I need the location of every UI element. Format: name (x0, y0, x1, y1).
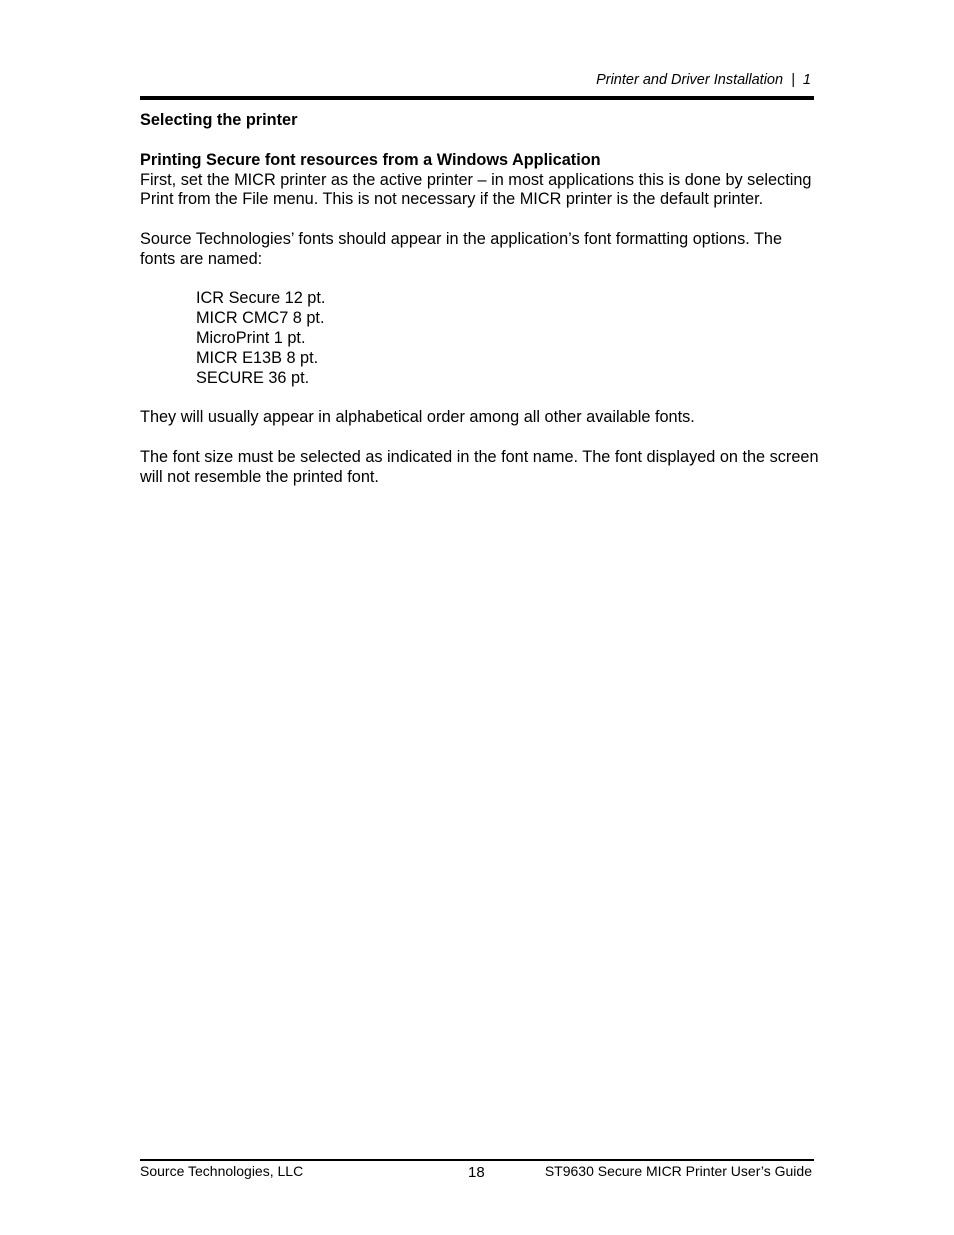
paragraph-fonts-appear: Source Technologies’ fonts should appear in the application’s font formatting options. The fonts are named: (140, 229, 783, 268)
footer-guide-title: ST9630 Secure MICR Printer User’s Guide (544, 1163, 812, 1179)
footer-company: Source Technologies, LLC (140, 1163, 304, 1179)
font-list-item: ICR Secure 12 pt. (196, 289, 326, 308)
paragraph-font-size: The font size must be selected as indicated in the font name. The font displayed on the screen will not resemble the printed font. (140, 447, 819, 486)
footer-rule (140, 1159, 814, 1161)
paragraph-alphabetical-order: They will usually appear in alphabetical order among all other available fonts. (140, 408, 695, 427)
font-list (196, 289, 820, 388)
font-list-item: MICR CMC7 8 pt. (196, 309, 325, 328)
footer-page-number: 18 (468, 1164, 485, 1181)
page-footer (140, 1163, 812, 1183)
font-list-item: MICR E13B 8 pt. (196, 348, 319, 367)
header-rule (140, 96, 814, 100)
sub-heading: Printing Secure font resources from a Windows Application (140, 150, 601, 169)
section-heading: Selecting the printer (140, 111, 298, 129)
running-header: Printer and Driver Installation | 1 (596, 72, 811, 88)
paragraph-set-active-printer: First, set the MICR printer as the active printer – in most applications this is done by selecting Print from the File menu. This is not necessary if the MICR printer is the default printer. (140, 170, 812, 209)
font-list-item: SECURE 36 pt. (196, 368, 310, 387)
page-content (140, 111, 820, 487)
font-list-item: MicroPrint 1 pt. (196, 328, 306, 347)
